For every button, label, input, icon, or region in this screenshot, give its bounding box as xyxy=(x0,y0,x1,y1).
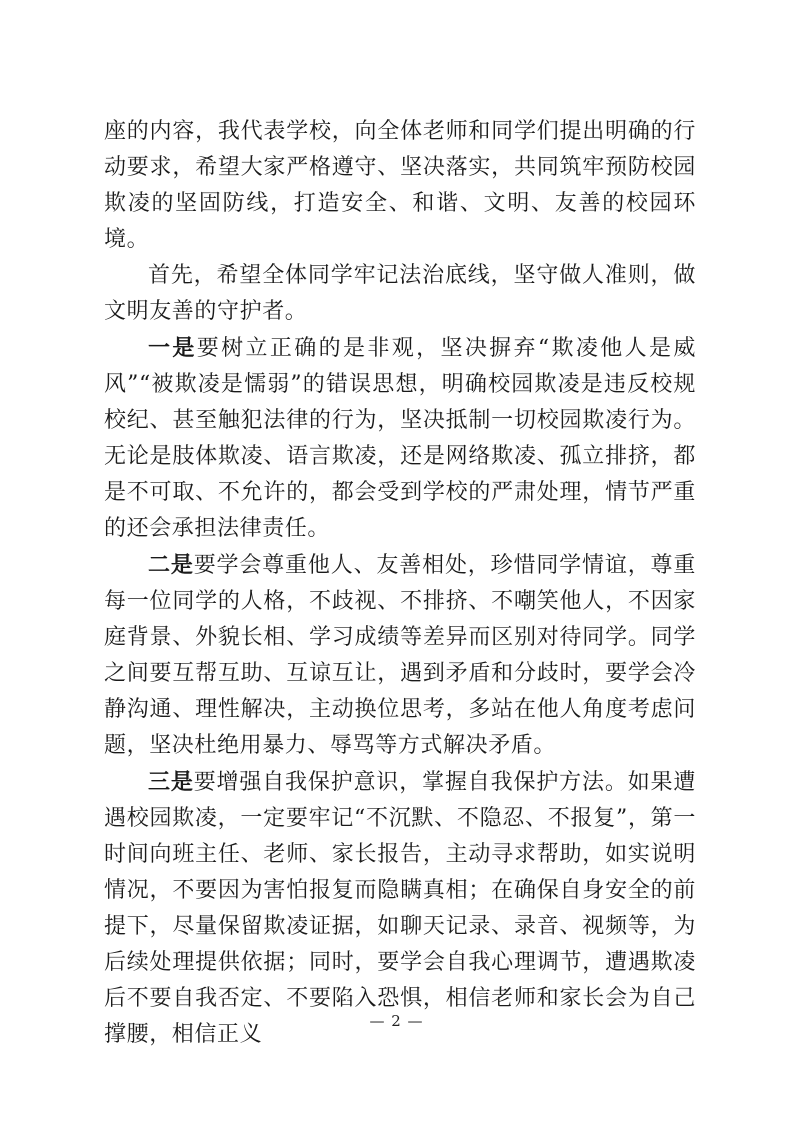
paragraph-text: 首先，希望全体同学牢记法治底线，坚守做人准则，做文明友善的守护者。 xyxy=(104,263,696,324)
paragraph-text: 要树立正确的是非观，坚决摒弃“欺凌他人是威风”“被欺凌是懦弱”的错误思想，明确校园欺凌是违反校规校纪、甚至触犯法律的行为，坚决抵制一切校园欺凌行为。无论是肢体欺凌、语言欺凌，还是网络欺凌、孤立排挤，都是不可取、不允许的，都会受到学校的严肃处理，情节严重的还会承担法律责任。 xyxy=(104,336,696,541)
paragraph-point-three xyxy=(104,764,696,1053)
paragraph-lead: 三是 xyxy=(148,769,194,795)
paragraph-lead: 二是 xyxy=(148,552,194,578)
paragraph-text: 要学会尊重他人、友善相处，珍惜同学情谊，尊重每一位同学的人格，不歧视、不排挤、不嘲笑他人，不因家庭背景、外貌长相、学习成绩等差异而区别对待同学。同学之间要互帮互助、互谅互让，遇到矛盾和分歧时，要学会冷静沟通、理性解决，主动换位思考，多站在他人角度考虑问题，坚决杜绝用暴力、辱骂等方式解决矛盾。 xyxy=(104,553,696,758)
paragraph-continuation xyxy=(104,114,696,258)
paragraph-point-one xyxy=(104,330,696,547)
paragraph-lead: 一是 xyxy=(148,335,197,361)
paragraph-text: 要增强自我保护意识，掌握自我保护方法。如果遭遇校园欺凌，一定要牢记“不沉默、不隐忍、不报复”，第一时间向班主任、老师、家长报告，主动寻求帮助，如实说明情况，不要因为害怕报复而隐瞒真相；在确保自身安全的前提下，尽量保留欺凌证据，如聊天记录、录音、视频等，为后续处理提供依据；同时，要学会自我心理调节，遭遇欺凌后不要自我否定、不要陷入恐惧，相信老师和家长会为自己撑腰，相信正义 xyxy=(104,770,696,1047)
paragraph-text: 座的内容，我代表学校，向全体老师和同学们提出明确的行动要求，希望大家严格遵守、坚决落实，共同筑牢预防校园欺凌的坚固防线，打造安全、和谐、文明、友善的校园环境。 xyxy=(104,119,696,252)
paragraph-intro xyxy=(104,258,696,330)
page-number: — 2 — xyxy=(369,1012,424,1030)
paragraph-point-two xyxy=(104,547,696,764)
document-body xyxy=(104,114,696,1053)
